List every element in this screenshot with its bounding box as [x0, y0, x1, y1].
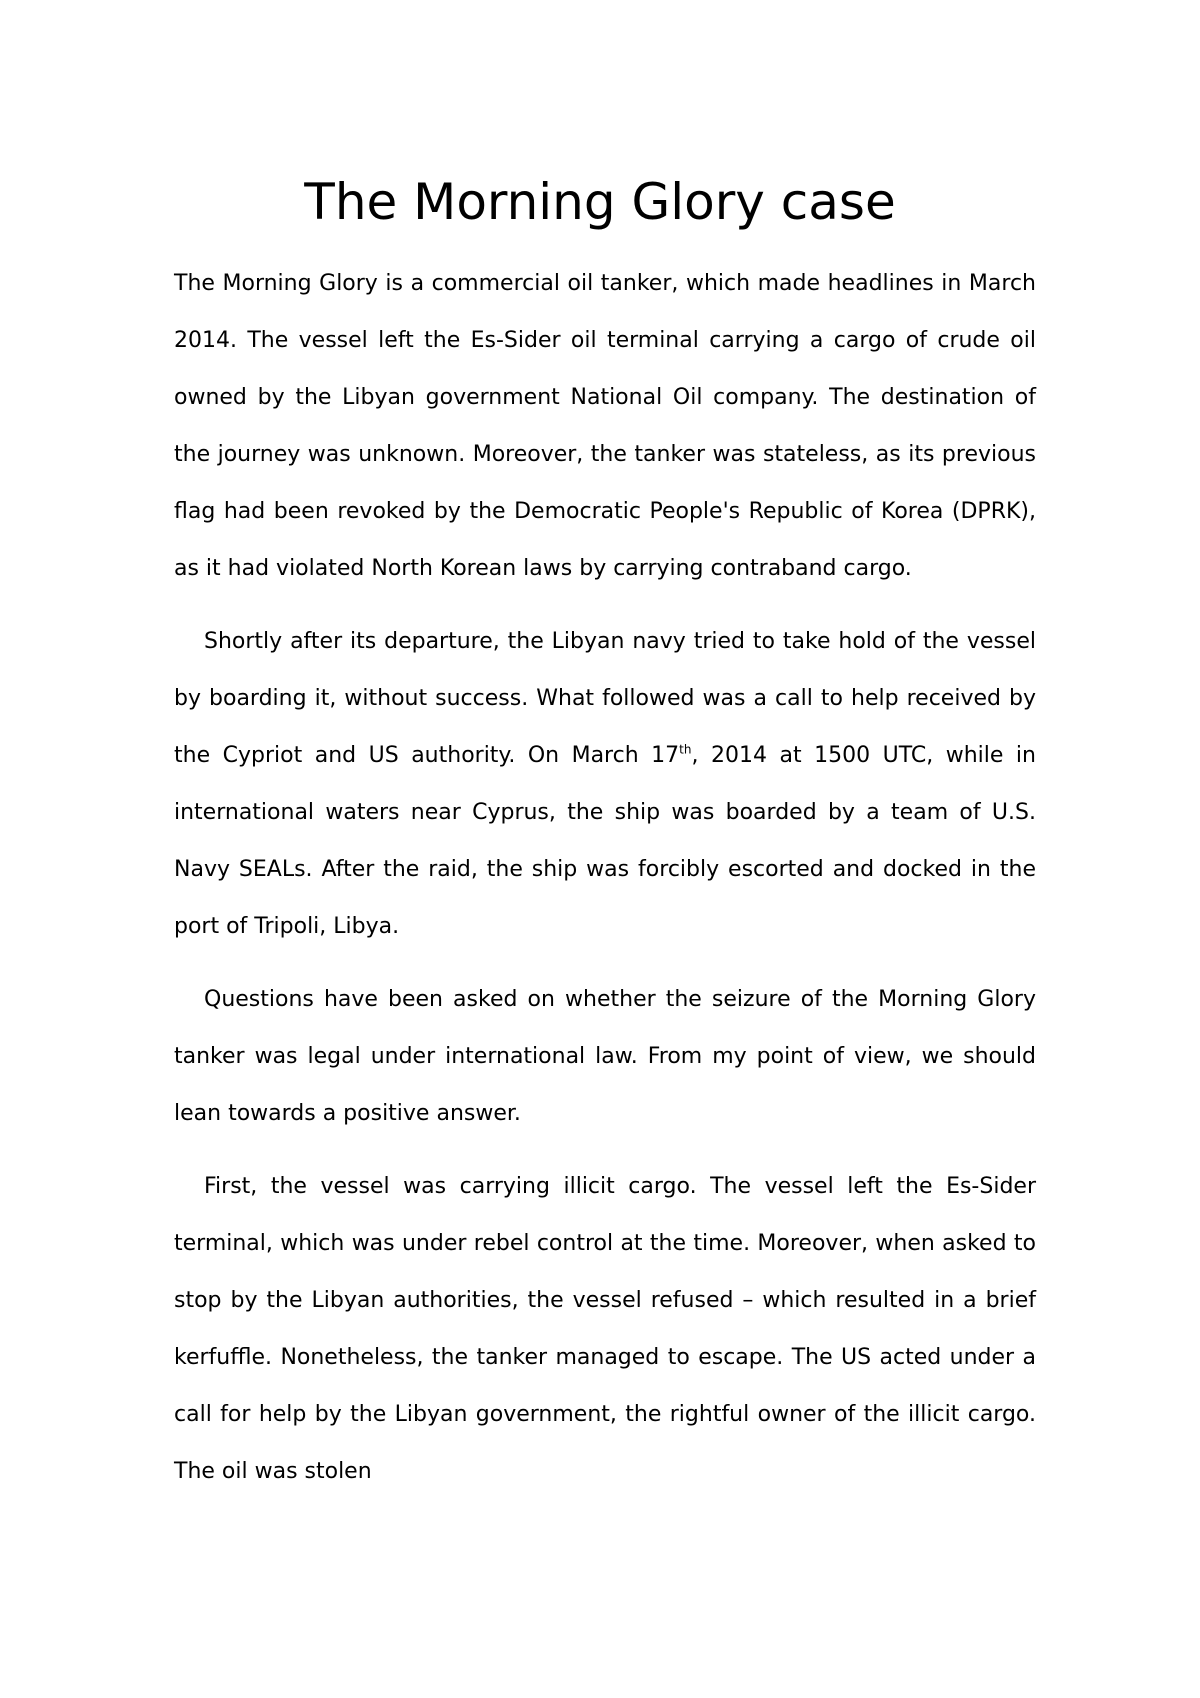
paragraph-3: Questions have been asked on whether the seizure of the Morning Glory tanker was legal under international law. From my point of view, we should lean towards a positive answer.: [174, 987, 1036, 1126]
paragraph-1: The Morning Glory is a commercial oil tanker, which made headlines in March 2014. The vessel left the Es-Sider oil terminal carrying a cargo of crude oil owned by the Libyan government National Oil company. The destination of the journey was unknown. Moreover, the tanker was stateless, as its previous flag had been revoked by the Democratic People's Republic of Korea (DPRK), as it had violated North Korean laws by carrying contraband cargo.: [174, 271, 1036, 581]
paragraph-2-text-end: , 2014 at 1500 UTC, while in international waters near Cyprus, the ship was boarded by a team of U.S. Navy SEALs. After the raid, the ship was forcibly escorted and docked in the port of Tripoli, Libya.: [174, 743, 1036, 939]
paragraph-2-text-start: Shortly after its departure, the Libyan navy tried to take hold of the vessel by boarding it, without success. What followed was a call to help received by the Cypriot and US authority. On March 17: [174, 629, 1036, 768]
document-body: [174, 255, 1036, 1516]
paragraph-2: [174, 613, 1036, 955]
document-title: The Morning Glory case: [304, 173, 896, 231]
date-ordinal-suffix: th: [679, 742, 692, 757]
paragraph-4: First, the vessel was carrying illicit cargo. The vessel left the Es-Sider terminal, which was under rebel control at the time. Moreover, when asked to stop by the Libyan authorities, the vessel refused – which resulted in a brief kerfuffle. Nonetheless, the tanker managed to escape. The US acted under a call for help by the Libyan government, the rightful owner of the illicit cargo. The oil was stolen: [174, 1174, 1036, 1484]
